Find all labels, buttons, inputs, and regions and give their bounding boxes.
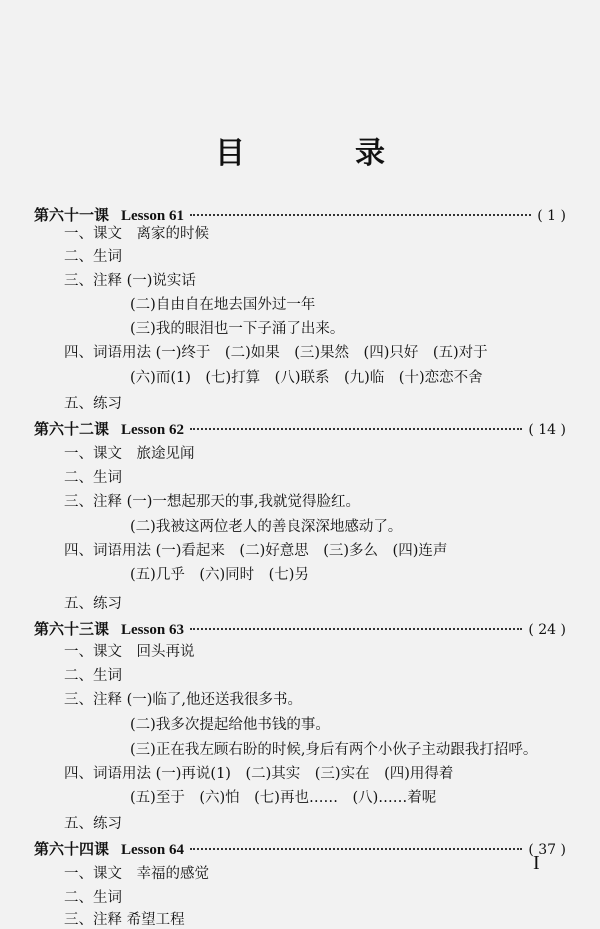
lesson-cn-title: 第六十三课 — [34, 620, 110, 638]
toc-line: 五、练习 — [64, 596, 122, 612]
toc-line: (六)而(1) (七)打算 (八)联系 (九)临 (十)恋恋不舍 — [130, 370, 483, 386]
toc-line: 二、生词 — [64, 890, 122, 906]
toc-line: 四、词语用法 (一)再说(1) (二)其实 (三)实在 (四)用得着 — [64, 766, 454, 782]
toc-entry-lesson-62[interactable] — [34, 418, 566, 439]
page-title: 目 录 — [215, 136, 425, 171]
page-ref: ( 1 ) — [537, 208, 566, 224]
toc-line: 三、注释 (一)临了,他还送我很多书。 — [64, 692, 303, 708]
toc-line: 五、练习 — [64, 816, 122, 832]
toc-line: 二、生词 — [64, 470, 122, 486]
toc-line: 一、课文 回头再说 — [64, 644, 195, 660]
toc-line: (五)几乎 (六)同时 (七)另 — [130, 567, 309, 583]
toc-line: (二)我被这两位老人的善良深深地感动了。 — [130, 519, 403, 535]
lesson-en-title: Lesson 61 — [121, 208, 184, 224]
toc-line: 二、生词 — [64, 668, 122, 684]
page-ref: ( 24 ) — [528, 622, 566, 638]
lesson-cn-title: 第六十四课 — [34, 840, 110, 858]
page-ref: ( 14 ) — [528, 422, 566, 438]
lesson-cn-title: 第六十一课 — [34, 206, 110, 224]
toc-line: (二)自由自在地去国外过一年 — [130, 297, 316, 313]
dot-leader — [190, 848, 522, 850]
lesson-cn-title: 第六十二课 — [34, 420, 110, 438]
toc-line: 二、生词 — [64, 249, 122, 265]
toc-line: 三、注释 希望工程 — [64, 912, 185, 928]
lesson-en-title: Lesson 62 — [121, 422, 184, 438]
toc-line: 五、练习 — [64, 396, 122, 412]
lesson-en-title: Lesson 63 — [121, 622, 184, 638]
dot-leader — [190, 428, 522, 430]
toc-line: 一、课文 旅途见闻 — [64, 446, 195, 462]
toc-line: 一、课文 离家的时候 — [64, 226, 209, 242]
toc-line: 三、注释 (一)一想起那天的事,我就觉得脸红。 — [64, 494, 361, 510]
toc-entry-lesson-63[interactable] — [34, 618, 566, 639]
toc-entry-lesson-64[interactable] — [34, 838, 566, 859]
toc-line: 一、课文 幸福的感觉 — [64, 866, 209, 882]
page-ref: ( 37 ) — [528, 842, 566, 858]
dot-leader — [190, 214, 531, 216]
toc-line: (三)我的眼泪也一下子涌了出来。 — [130, 321, 345, 337]
toc-line: (二)我多次提起给他书钱的事。 — [130, 717, 330, 733]
toc-line: 四、词语用法 (一)终于 (二)如果 (三)果然 (四)只好 (五)对于 — [64, 345, 488, 361]
toc-line: 三、注释 (一)说实话 — [64, 273, 196, 289]
dot-leader — [190, 628, 522, 630]
toc-line: (三)正在我左顾右盼的时候,身后有两个小伙子主动跟我打招呼。 — [130, 742, 538, 758]
page-number: I — [533, 852, 540, 874]
toc-line: (五)至于 (六)怕 (七)再也…… (八)……着呢 — [130, 790, 437, 806]
toc-line: 四、词语用法 (一)看起来 (二)好意思 (三)多么 (四)连声 — [64, 543, 448, 559]
lesson-en-title: Lesson 64 — [121, 842, 184, 858]
